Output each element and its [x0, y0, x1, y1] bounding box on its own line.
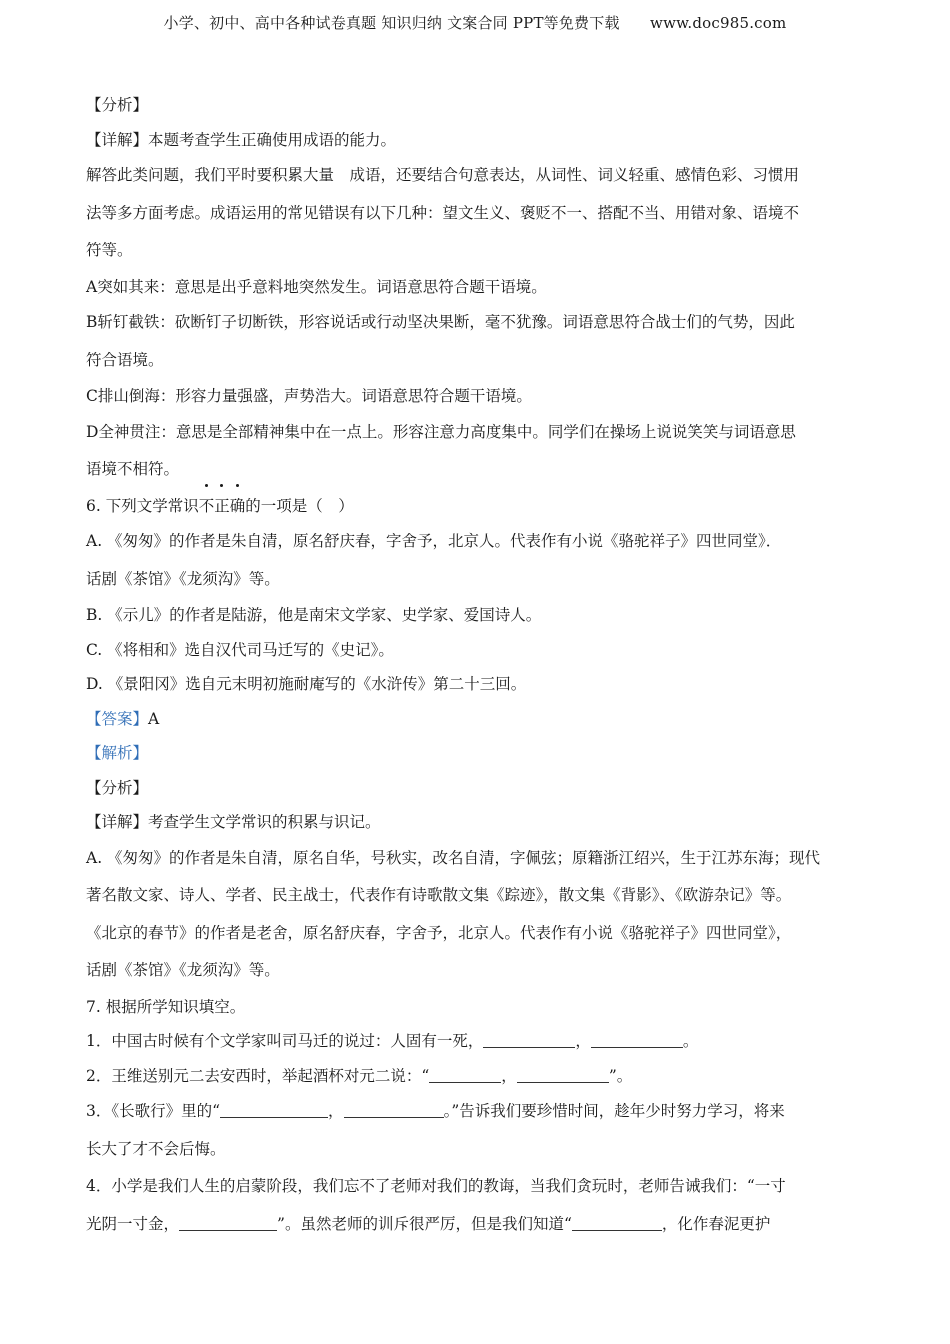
q6-option-d: D. 《景阳冈》选自元末明初施耐庵写的《水浒传》第二十三回。 — [86, 675, 527, 693]
paragraph-line: 语境不相符。 — [86, 460, 180, 478]
paragraph-line: 符合语境。 — [86, 350, 164, 369]
q6-option-c: C. 《将相和》选自汉代司马迁写的《史记》。 — [86, 640, 394, 659]
emphasis-char: 不 — [199, 489, 215, 524]
detail-heading: 【详解】本题考查学生正确使用成语的能力。 — [86, 130, 397, 149]
q6-option-b: B. 《示儿》的作者是陆游，他是南宋文学家、史学家、爱国诗人。 — [86, 606, 542, 624]
option-a-explanation: A突如其来：意思是出乎意料地突然发生。词语意思符合题干语境。 — [86, 277, 547, 296]
page-header: 小学、初中、高中各种试卷真题 知识归纳 文案合同 PPT等免费下载 www.doc985.com — [163, 14, 787, 32]
q7-item-4: 4．小学是我们人生的启蒙阶段，我们忘不了老师对我们的教诲，当我们贪玩时，老师告诫我们：“一寸 — [86, 1177, 786, 1195]
paragraph-line: 符等。 — [86, 241, 133, 259]
option-d-explanation: D全神贯注：意思是全部精神集中在一点上。形容注意力高度集中。同学们在操场上说说笑笑与词语意思 — [86, 422, 796, 441]
emphasis-char: 确 — [230, 489, 246, 524]
answer-line — [86, 702, 876, 737]
q7-item-2: 2．王维送别元二去安西时，举起酒杯对元二说：“ ， ”。 — [86, 1066, 633, 1085]
fill-blank[interactable] — [517, 1068, 609, 1083]
emphasis-char: 正 — [214, 489, 230, 524]
paragraph-line: 《北京的春节》的作者是老舍，原名舒庆春，字舍予，北京人。代表作有小说《骆驼祥子》四世同堂》， — [86, 923, 792, 942]
q7-item-3: 3．《长歌行》里的“ ， 。”告诉我们要珍惜时间，趁年少时努力学习，将来 — [86, 1102, 785, 1120]
detail-heading: 【详解】考查学生文学常识的积累与识记。 — [86, 813, 381, 831]
question-6: 6. 下列文学常识不正确的一项是（ ） — [86, 489, 876, 524]
fill-blank[interactable] — [483, 1033, 575, 1048]
fill-blank[interactable] — [344, 1103, 444, 1118]
q7-item-4-cont: 光阴一寸金， ”。虽然老师的训斥很严厉，但是我们知道“ ，化作春泥更护 — [86, 1214, 771, 1233]
fill-blank[interactable] — [220, 1103, 328, 1118]
paragraph-line: 长大了才不会后悔。 — [86, 1139, 226, 1158]
option-c-explanation: C排山倒海：形容力量强盛，声势浩大。词语意思符合题干语境。 — [86, 387, 532, 405]
fill-blank[interactable] — [429, 1068, 501, 1083]
paragraph-line: 法等多方面考虑。成语运用的常见错误有以下几种：望文生义、褒贬不一、搭配不当、用错对象、语境不 — [86, 203, 800, 222]
q7-item-1: 1．中国古时候有个文学家叫司马迁的说过：人固有一死， ， 。 — [86, 1032, 699, 1050]
document-body — [86, 88, 876, 1243]
option-b-explanation: B斩钉截铁：砍断钉子切断铁，形容说话或行动坚决果断，毫不犹豫。词语意思符合战士们的气势，因此 — [86, 313, 795, 331]
fill-blank[interactable] — [572, 1216, 662, 1231]
q6-option-a: A. 《匆匆》的作者是朱自清，原名舒庆春，字舍予，北京人。代表作有小说《骆驼祥子》四世同堂》． — [86, 532, 782, 550]
paragraph-line: 著名散文家、诗人、学者、民主战士，代表作有诗歌散文集《踪迹》，散文集《背影》、《欧游杂记》等。 — [86, 886, 792, 904]
answer-label: 【答案】 — [86, 709, 149, 728]
explanation-heading: 【解析】 — [86, 744, 149, 762]
fill-blank[interactable] — [591, 1033, 683, 1048]
paragraph-line: 解答此类问题，我们平时要积累大量 成语，还要结合句意表达，从词性、词义轻重、感情色彩、习惯用 — [86, 166, 800, 184]
paragraph-line: A. 《匆匆》的作者是朱自清，原名自华，号秋实，改名自清，字佩弦；原籍浙江绍兴，生于江苏东海；现代 — [86, 848, 821, 867]
question-7: 7. 根据所学知识填空。 — [86, 997, 246, 1016]
paragraph-line: 话剧《茶馆》《龙须沟》等。 — [86, 569, 280, 588]
paragraph-line: 话剧《茶馆》《龙须沟》等。 — [86, 961, 280, 979]
analysis-heading: 【分析】 — [86, 96, 149, 114]
answer-value: A — [148, 709, 160, 728]
fill-blank[interactable] — [179, 1216, 277, 1231]
analysis-heading: 【分析】 — [86, 778, 149, 797]
